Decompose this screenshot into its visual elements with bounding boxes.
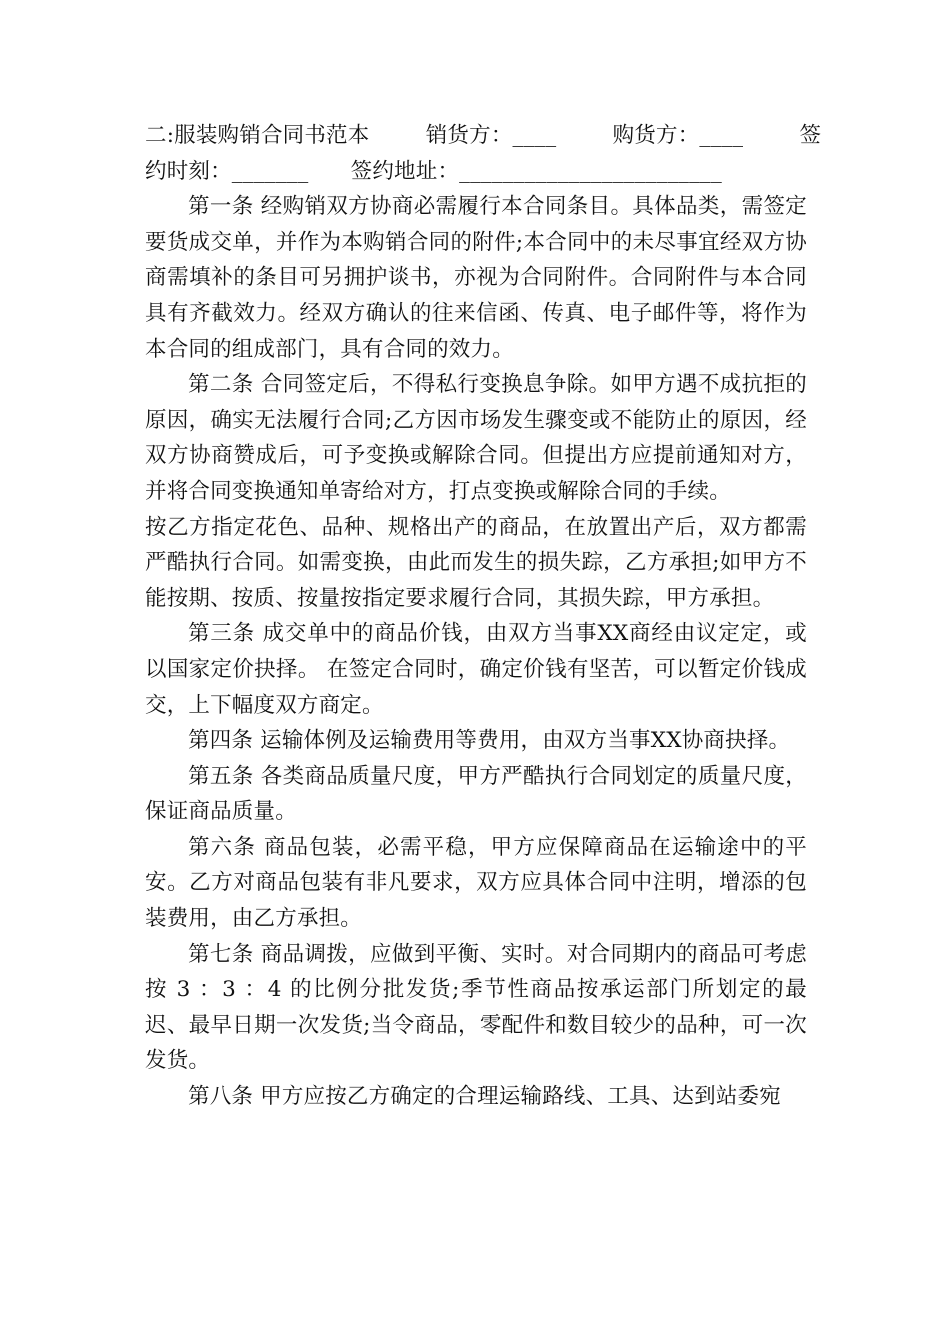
article-4: 第四条 运输体例及运输费用等费用，由双方当事XX协商抉择。 xyxy=(188,728,791,754)
article-1: 第一条 经购销双方协商必需履行本合同条目。具体品类，需签定要货成交单，并作为本购销合同的附件;本合同中的未尽事宜经双方协商需填补的条目可另拥护谈书，亦视为合同附件。合同附件与本合同具有齐截效力。经双方确认的往来信函、传真、电子邮件等，将作为本合同的组成部门，具有合同的效力。 xyxy=(145,194,807,362)
header-line-1: 二:服装购销合同书范本 销货方：____ 购货方：____ 签 xyxy=(145,123,822,148)
article-2: 第二条 合同签定后，不得私行变换息争除。如甲方遇不成抗拒的原因，确实无法履行合同;乙方因市场发生骤变或不能防止的原因，经双方协商赞成后，可予变换或解除合同。但提出方应提前通知对方，并将合同变换通知单寄给对方，打点变换或解除合同的手续。 xyxy=(145,372,807,504)
article-8: 第八条 甲方应按乙方确定的合理运输路线、工具、达到站委宛 xyxy=(188,1084,781,1110)
contract-document xyxy=(145,118,822,1115)
article-3: 第三条 成交单中的商品价钱，由双方当事XX商经由议定定，或以国家定价抉择。 在签定合同时，确定价钱有坚苦，可以暂定价钱成交，上下幅度双方商定。 xyxy=(145,621,807,718)
article-6: 第六条 商品包装，必需平稳，甲方应保障商品在运输途中的平安。乙方对商品包装有非凡要求，双方应具体合同中注明，增添的包装费用，由乙方承担。 xyxy=(145,834,807,932)
article-2-continued: 按乙方指定花色、品种、规格出产的商品，在放置出产后，双方都需严酷执行合同。如需变换，由此而发生的损失踪，乙方承担;如甲方不能按期、按质、按量按指定要求履行合同，其损失踪，甲方承担。 xyxy=(145,514,807,611)
header-line-2: 约时刻：_______ 签约地址：________________________ xyxy=(145,158,722,184)
article-7: 第七条 商品调拨，应做到平衡、实时。对合同期内的商品可考虑按 3 ：3 ：4 的比例分批发货;季节性商品按承运部门所划定的最迟、最早日期一次发货;当令商品，零配件和数目较少的品种，可一次发货。 xyxy=(145,941,807,1074)
article-5: 第五条 各类商品质量尺度，甲方严酷执行合同划定的质量尺度，保证商品质量。 xyxy=(145,763,807,825)
